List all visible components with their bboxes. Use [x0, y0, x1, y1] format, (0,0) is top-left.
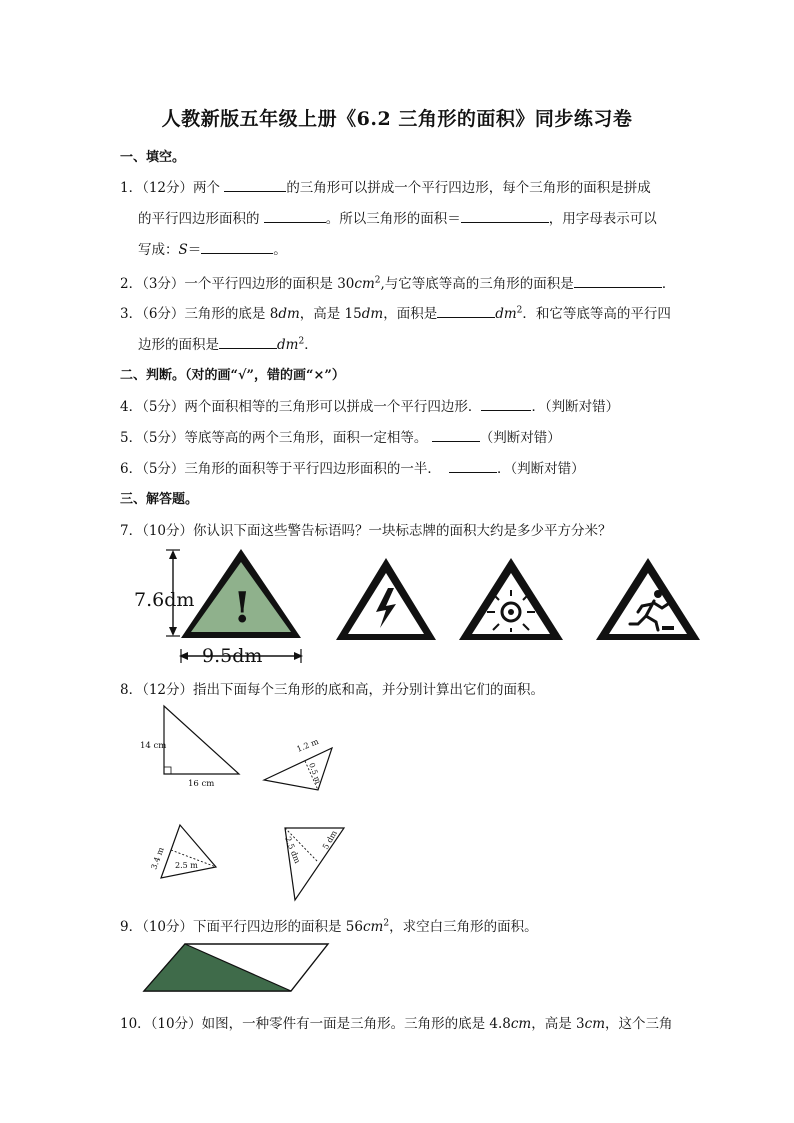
q3-text: ．: [304, 337, 318, 353]
page-title: 人教新版五年级上册《6.2 三角形的面积》同步练习卷: [161, 108, 633, 130]
q1-blank-3[interactable]: [461, 210, 549, 223]
q6-text: ．（判断对错）: [496, 461, 585, 477]
question-8-text: 8．（12分）指出下面每个三角形的底和高，并分别计算出它们的面积。: [120, 682, 545, 698]
section-heading-fill-in: 一、填空。: [120, 150, 186, 165]
q3-text: 边形的面积是: [138, 337, 219, 353]
q1-blank-1[interactable]: [224, 179, 286, 192]
triangle-3: [149, 825, 216, 878]
warning-signs-figure: [130, 546, 710, 666]
q1-symbol-s: S: [178, 242, 188, 258]
q2-exponent: 2: [374, 275, 381, 286]
q3-blank-1[interactable]: [437, 305, 495, 318]
t1-side-label: 14 cm: [140, 741, 167, 751]
q1-text: 写成：: [138, 242, 179, 258]
q2-text: 2．（3分）一个平行四边形的面积是 30: [120, 276, 355, 292]
question-2: [120, 272, 675, 292]
question-3-line-2: [138, 333, 318, 353]
parallelogram-figure: [140, 942, 330, 994]
question-1-line-2: [138, 207, 657, 227]
triangle-1: [140, 706, 239, 789]
q1-text: ，用字母表示可以: [548, 211, 657, 227]
arrow-left-icon: [179, 652, 188, 660]
question-10: [120, 1012, 673, 1032]
q3-text: 3．（6分）三角形的底是 8: [120, 306, 279, 322]
question-1-line-1: [120, 176, 651, 196]
t2-height-label: 0.5 m: [307, 761, 323, 785]
warning-sign-runner-icon: [596, 558, 700, 640]
q3-unit: dm: [361, 306, 384, 322]
arrow-up-icon: [169, 550, 177, 559]
t2-side-label: 1.2 m: [295, 736, 320, 754]
q5-text: （判断对错）: [479, 430, 561, 446]
base-label: 9.5dm: [202, 645, 263, 667]
q9-unit: cm: [363, 919, 384, 935]
q3-unit: dm: [278, 306, 300, 322]
question-7-text: 7．（10分）你认识下面这些警告标语吗？一块标志牌的面积大约是多少平方分米？: [120, 523, 612, 539]
q4-text: ．（判断对错）: [531, 399, 620, 415]
q3-unit: dm: [277, 337, 299, 353]
q3-blank-2[interactable]: [219, 336, 277, 349]
question-5: [120, 426, 561, 446]
warning-sign-electric-icon: [336, 558, 436, 640]
q1-blank-2[interactable]: [264, 210, 326, 223]
t3-height-label: 2.5 m: [175, 861, 198, 870]
q1-text: 的三角形可以拼成一个平行四边形，每个三角形的面积是拼成: [286, 180, 651, 196]
q1-text: 。所以三角形的面积＝: [325, 211, 461, 227]
q9-text: ，求空白三角形的面积。: [389, 919, 538, 935]
q4-blank[interactable]: [481, 398, 531, 411]
t4-height-label: 2.5 dm: [283, 835, 302, 865]
triangle-4: [283, 828, 344, 900]
q1-text: 的平行四边形面积的: [138, 211, 264, 227]
arrow-right-icon: [294, 652, 303, 660]
arrow-down-icon: [169, 627, 177, 636]
exclamation-icon: !: [233, 583, 252, 632]
q2-unit: cm: [354, 276, 375, 292]
height-label: 7.6dm: [134, 589, 195, 611]
t3-side-label: 3.4 m: [149, 846, 166, 871]
q10-text: ，这个三角: [605, 1016, 673, 1032]
warning-sign-radiation-icon: [459, 558, 563, 640]
question-3-line-1: [120, 302, 671, 322]
triangles-figure: [135, 700, 375, 910]
q2-text: ,与它等底等高的三角形的面积是: [380, 276, 574, 292]
q5-blank[interactable]: [432, 429, 480, 442]
q6-text: 6．（5分）三角形的面积等于平行四边形面积的一半．: [120, 461, 441, 477]
q3-unit: dm: [495, 306, 517, 322]
section-heading-solve: 三、解答题。: [120, 492, 199, 507]
q10-unit: cm: [584, 1016, 606, 1032]
q10-text: ，高是 3: [531, 1016, 585, 1032]
q2-blank[interactable]: [574, 275, 662, 288]
q5-text: 5．（5分）等底等高的两个三角形，面积一定相等。: [120, 430, 432, 446]
q3-text: ．和它等底等高的平行四: [522, 306, 671, 322]
question-1-line-3: [138, 238, 287, 258]
question-4: [120, 395, 619, 415]
question-9: [120, 915, 538, 935]
section-heading-judge: 二、判断。（对的画“√”，错的画“×”）: [120, 368, 345, 383]
q9-exponent: 2: [383, 918, 390, 929]
triangle-2: [264, 737, 332, 790]
q3-text: ，高是 15: [299, 306, 362, 322]
question-6: [120, 457, 585, 477]
q1-blank-4[interactable]: [201, 241, 273, 254]
q4-text: 4．（5分）两个面积相等的三角形可以拼成一个平行四边形．: [120, 399, 482, 415]
q2-text: ．: [661, 276, 676, 292]
q3-text: ，面积是: [383, 306, 438, 322]
q6-blank[interactable]: [449, 460, 497, 473]
q1-text: 1．（12分）两个: [120, 180, 225, 196]
q1-text: 。: [273, 242, 287, 258]
q10-text: 10．（10分）如图，一种零件有一面是三角形。三角形的底是 4.8: [120, 1016, 511, 1032]
q3-exponent: 2: [516, 305, 523, 316]
q9-text: 9．（10分）下面平行四边形的面积是 56: [120, 919, 363, 935]
t4-side-label: 5 dm: [320, 828, 339, 851]
q1-text: ＝: [187, 242, 202, 258]
q3-exponent: 2: [298, 336, 305, 347]
q10-unit: cm: [510, 1016, 532, 1032]
t1-base-label: 16 cm: [188, 779, 215, 789]
